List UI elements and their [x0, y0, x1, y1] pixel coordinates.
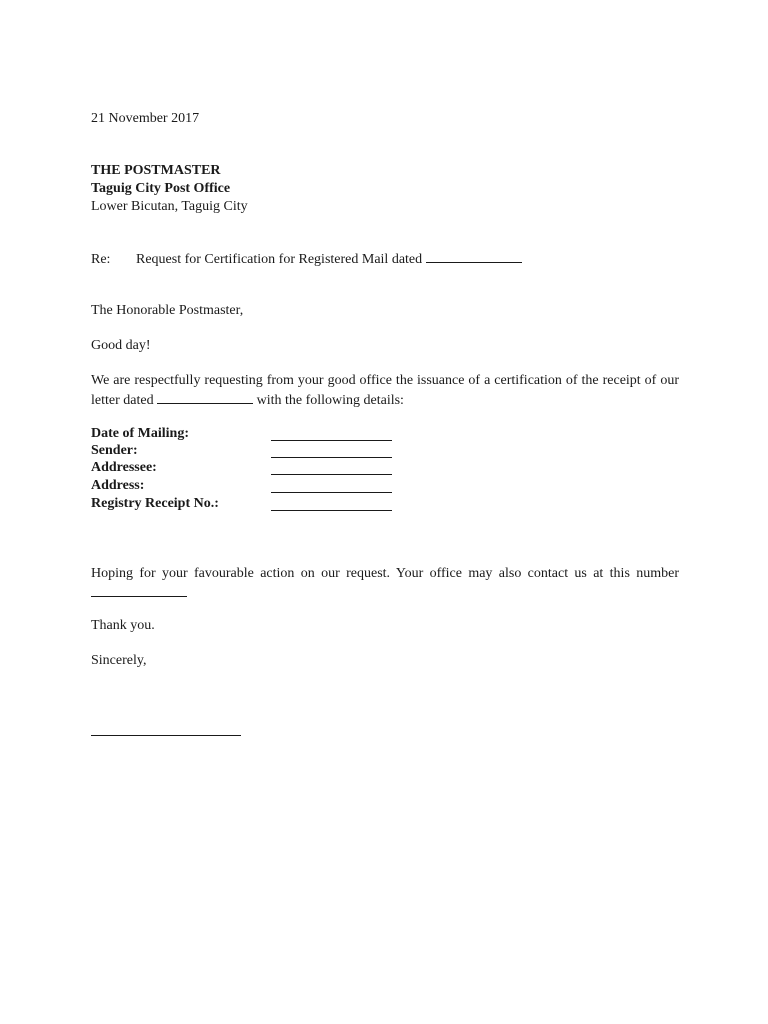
- recipient-office: Taguig City Post Office: [91, 181, 231, 196]
- greeting: Good day!: [91, 338, 151, 353]
- detail-label: Date of Mailing:: [91, 426, 189, 441]
- salutation: The Honorable Postmaster,: [91, 303, 244, 318]
- closing-text: Hoping for your favourable action on our request. Your office may also contact us at this number: [91, 566, 679, 581]
- detail-label: Addressee:: [91, 460, 157, 475]
- detail-blank: [271, 446, 392, 458]
- thanks: Thank you.: [91, 618, 155, 633]
- detail-row-address: [91, 477, 401, 495]
- contact-number-blank: [91, 583, 187, 597]
- signature-line: [91, 735, 241, 736]
- re-date-blank: [426, 249, 522, 263]
- detail-label: Address:: [91, 478, 145, 493]
- recipient-address: Lower Bicutan, Taguig City: [91, 199, 248, 214]
- detail-row-addressee: [91, 459, 401, 477]
- closing-paragraph: [91, 565, 679, 603]
- re-label: Re:: [91, 252, 111, 267]
- recipient-title: THE POSTMASTER: [91, 163, 221, 178]
- detail-label: Registry Receipt No.:: [91, 496, 219, 511]
- detail-blank: [271, 429, 392, 441]
- re-subject: Request for Certification for Registered Mail dated: [136, 252, 423, 267]
- detail-row-sender: [91, 442, 401, 460]
- detail-row-registry-receipt: [91, 495, 401, 513]
- re-line: [91, 249, 522, 269]
- letter-date-blank: [157, 390, 253, 404]
- sign-off: Sincerely,: [91, 653, 147, 668]
- body-intro-text-2: with the following details:: [256, 393, 404, 408]
- letter-date: 21 November 2017: [91, 111, 200, 126]
- body-intro-text-1: We are respectfully requesting from your good office the issuance of a certification of the receipt of our letter dated: [91, 373, 679, 408]
- detail-blank: [271, 463, 392, 475]
- body-intro: [91, 372, 679, 410]
- detail-blank: [271, 481, 392, 493]
- detail-blank: [271, 499, 392, 511]
- detail-label: Sender:: [91, 443, 138, 458]
- detail-row-date-of-mailing: [91, 425, 401, 443]
